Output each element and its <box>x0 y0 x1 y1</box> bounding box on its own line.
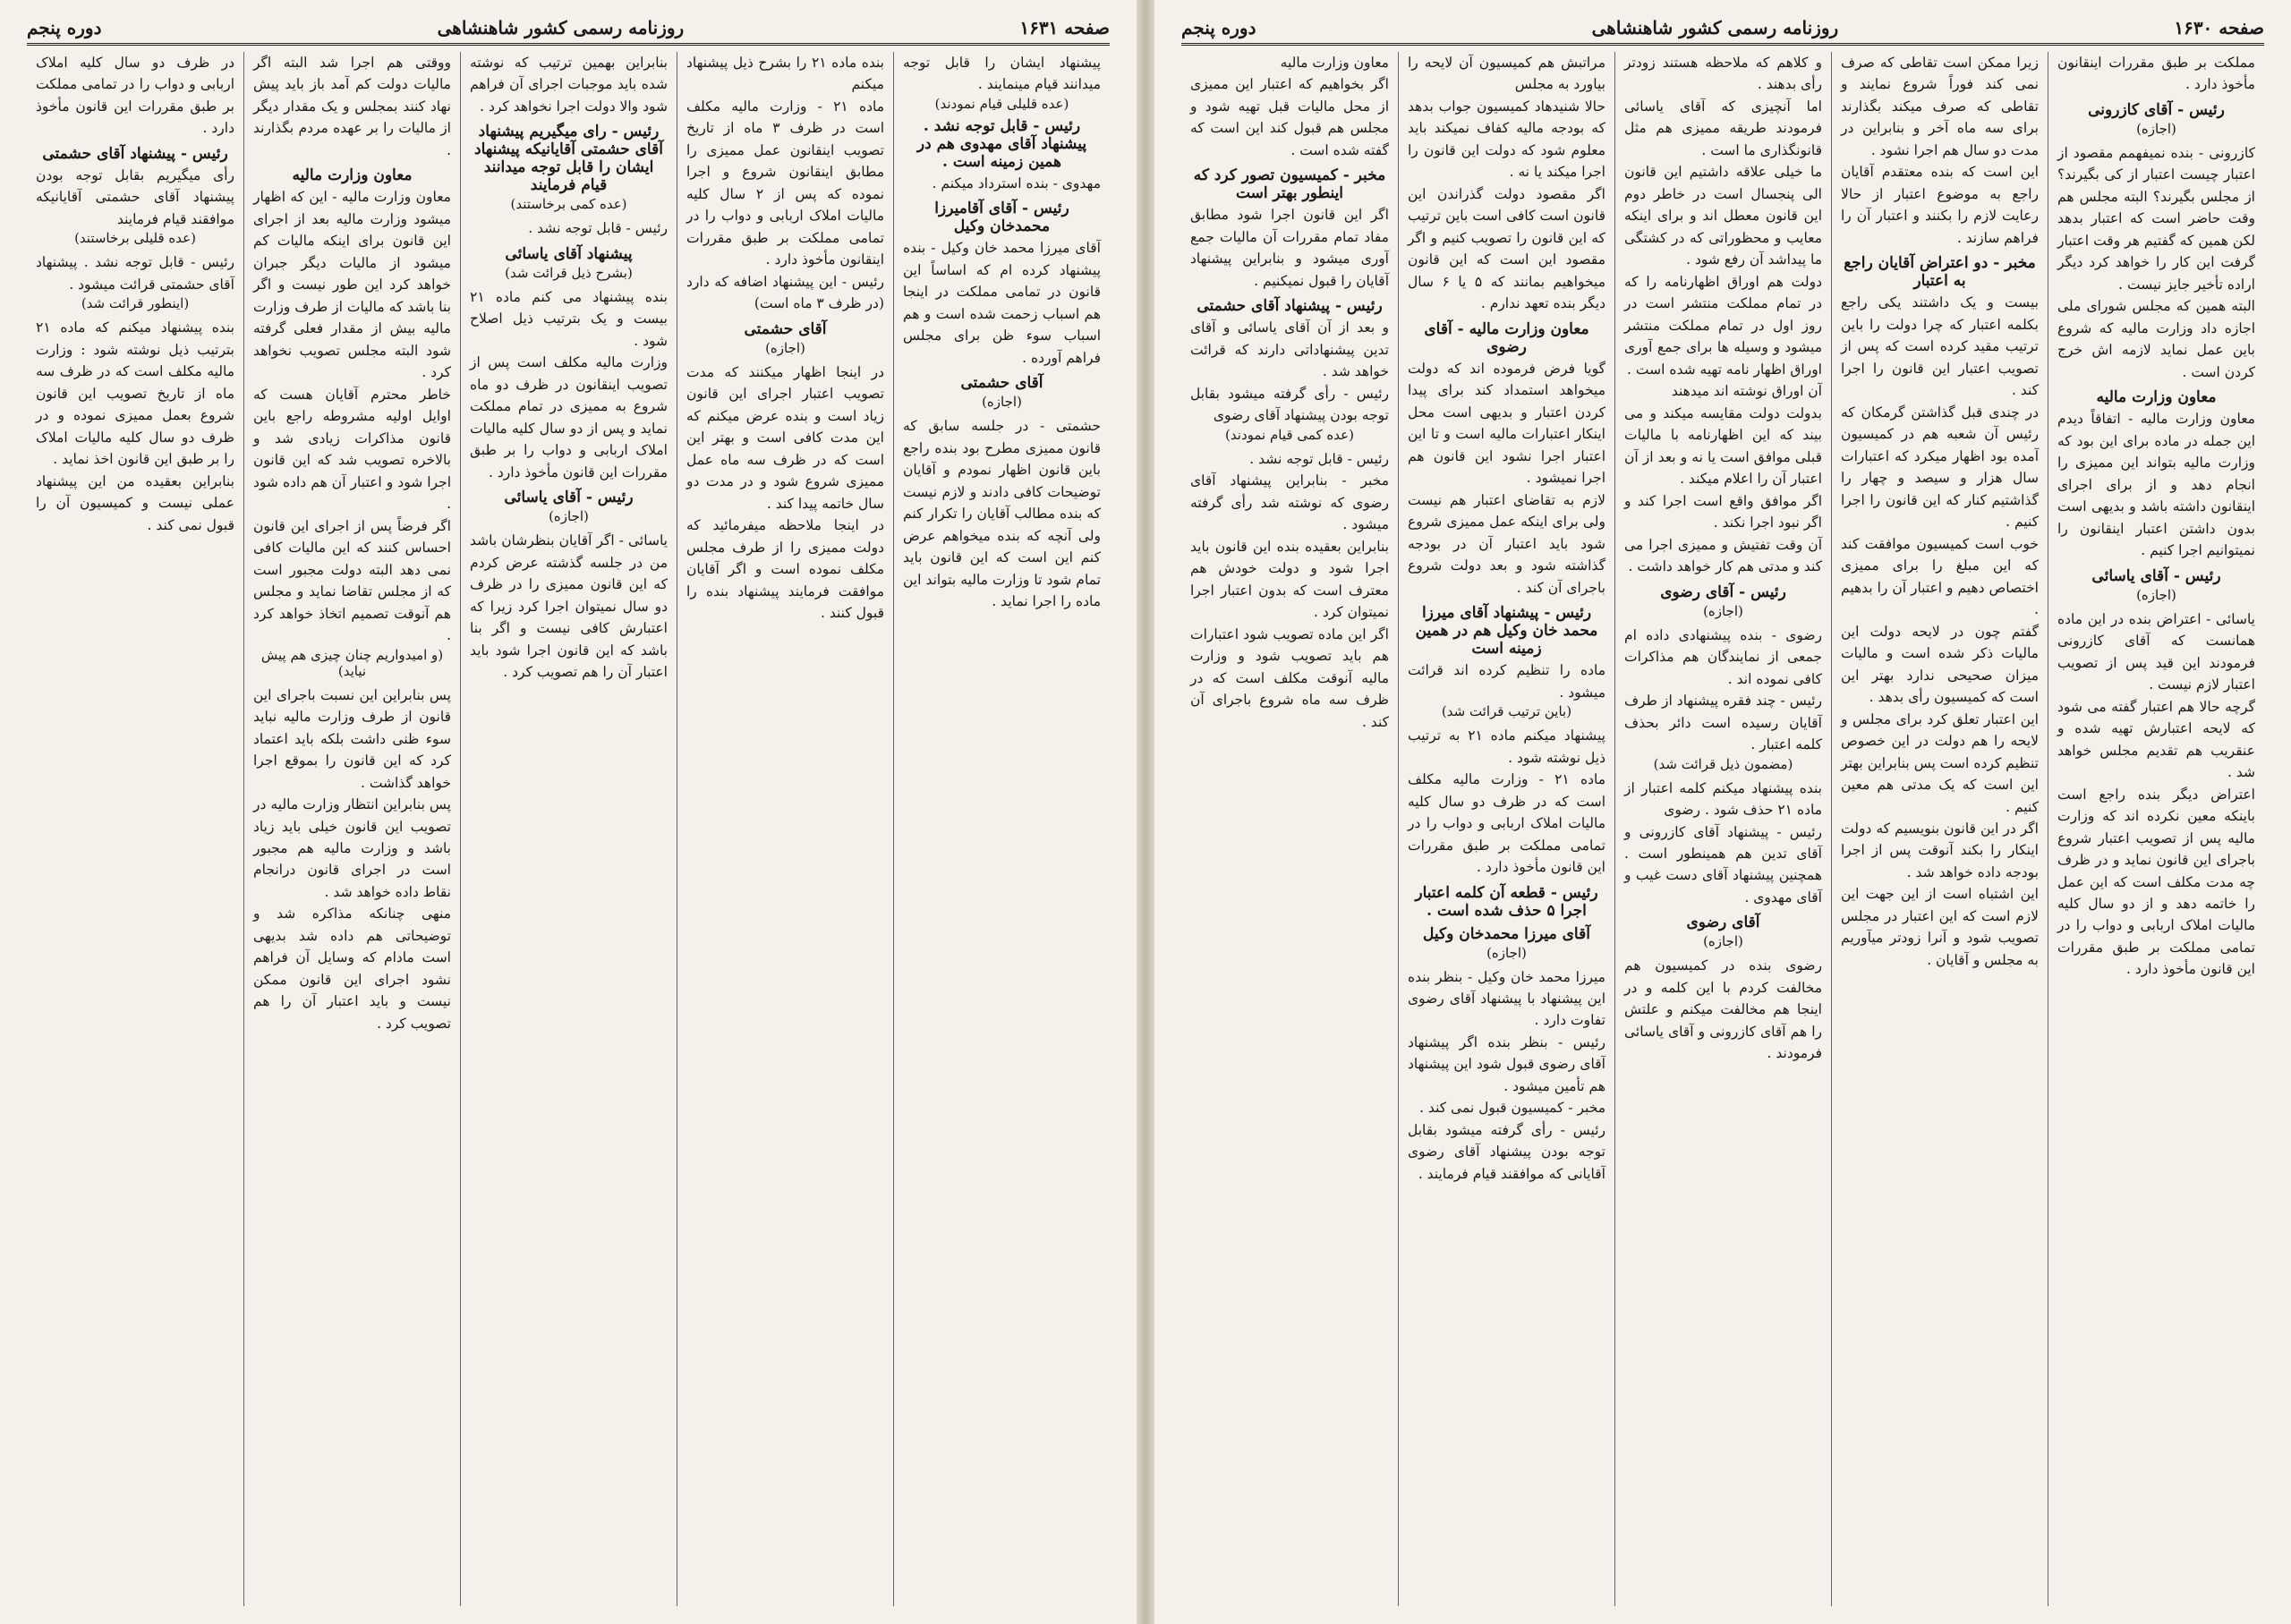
paragraph: بنابراین بعقیده من این پیشنهاد عملی نیست و کمیسیون آن را قبول نمی کند . <box>36 472 234 533</box>
paragraph: رئیس - قابل توجه نشد . <box>528 220 668 237</box>
paragraph: معاون وزارت مالیه - اتفاقاً دیدم این جمله در ماده برای این بود که وزارت مالیه بتواند این ممیزی را انجام دهد و از برای اجرای اینقانون داشته باشد و بدیهی است بدون داشتن اعتبار اینقانون را نمیتوانیم اجرا کنیم . <box>2057 411 2255 559</box>
left-page-columns <box>27 52 1110 1606</box>
page-gutter <box>1137 0 1154 1624</box>
paragraph: ماده ۲۱ - وزارت مالیه مکلف است که در ظرف دو سال کلیه مالیات املاک اربابی و دواب را در تمامی مملکت بر طبق مقررات این قانون مأخوذ دارد . <box>1408 771 1605 876</box>
paragraph: لازم به تقاضای اعتبار هم نیست ولی برای اینکه عمل ممیزی شروع شود باید اعتبار آن در بودجه گذاشته شود و بعد دولت شروع باجرای آن کند . <box>1408 491 1605 596</box>
paragraph: این اعتبار تعلق کرد برای مجلس و لایحه را هم دولت در این خصوص تنظیم کرده است پس بنابراین بهتر این است که یک مدتی هم معین کنیم . <box>1841 710 2039 815</box>
floor-grant-label: (اجازه) <box>2136 120 2176 137</box>
paragraph: ووقتی هم اجرا شد البته اگر مالیات دولت کم آمد باز باید پیش نهاد کنند بمجلس و یک مقدار دیگر از مالیات را بر عهده مردم بگذارند . <box>253 55 451 158</box>
speaker-heading: رئیس - قطعه آن کلمه اعتبار اجرا ۵ حذف شده است . <box>1415 883 1598 920</box>
paragraph: مملکت بر طبق مقررات اینقانون مأخوذ دارد . <box>2057 55 2255 93</box>
paragraph: پیشنهاد ایشان را قابل توجه میدانند قیام مینمایند . <box>903 55 1101 93</box>
floor-grant-label: (اجازه) <box>549 508 589 525</box>
paragraph: بنده پیشنهاد میکنم که ماده ۲۱ بترتیب ذیل نوشته شود : وزارت مالیه مکلف است که در ظرف سه ماه از تاریخ تصویب این قانون شروع بعمل ممیزی نموده و در ظرف دو سال کلیه مالیات املاک را بر طبق این قانون اخذ نماید . <box>36 319 234 468</box>
paragraph: بنده پیشنهاد می کنم ماده ۲۱ بیست و یک بترتیب ذیل اصلاح شود . <box>470 288 668 349</box>
paragraph: اگر این ماده تصویب شود اعتبارات هم باید تصویب شود و وزارت مالیه آنوقت مکلف است که در ظرف سه ماه شروع باجرای آن کند . <box>1190 625 1389 730</box>
speaker-heading: آقای میرزا محمدخان وکیل <box>1423 924 1590 943</box>
paragraph: این اشتباه است از این جهت این لازم است که این اعتبار در مجلس تصویب شود و آنرا زودتر میآوریم به مجلس و آقایان . <box>1841 886 2039 968</box>
paragraph: میرزا محمد خان وکیل - بنظر بنده این پیشنهاد با پیشنهاد آقای رضوی تفاوت دارد . <box>1408 968 1605 1029</box>
text-column <box>1181 52 1398 1606</box>
paragraph: ماده را تنظیم کرده اند قرائت میشود . <box>1408 662 1605 701</box>
paragraph: خوب است کمیسیون موافقت کند که این مبلغ را برای ممیزی اختصاص دهیم و اعتبار آن را بدهیم . <box>1841 535 2039 618</box>
paragraph: یاسائی - اعتراض بنده در این ماده همانست که آقای کازرونی فرمودند این قید پس از تصویب اعتبار لازم نیست . <box>2057 610 2255 693</box>
paragraph: گرچه حالا هم اعتبار گفته می شود که لایحه اعتبارش تهیه شده و عنقریب هم تقدیم مجلس خواهد شد . <box>2057 698 2255 781</box>
paper-title: روزنامه رسمی کشور شاهنشاهی <box>1591 17 1839 38</box>
page-number: صفحه ۱۶۳۱ <box>1019 17 1110 38</box>
paragraph: اگر این قانون اجرا شود مطابق مفاد تمام مقررات آن مالیات جمع آوری میشود و بنابراین پیشنهاد آقایان را قبول نمیکنیم . <box>1190 207 1389 289</box>
page-number: صفحه ۱۶۳۰ <box>2174 17 2264 38</box>
floor-grant-label: (اجازه) <box>1703 602 1743 619</box>
floor-grant-label: (اجازه) <box>1486 944 1527 961</box>
paragraph: در اینجا اظهار میکنند که مدت تصویب اعتبار اجرای این قانون زیاد است و بنده عرض میکنم که این مدت کافی است و بهتر این است که در ظرف سه ماه عمل ممیزی شروع شود و در مدت دو سال خاتمه پیدا کند . <box>686 363 884 512</box>
paragraph: البته همین که مجلس شورای ملی اجازه داد وزارت مالیه که شروع باین عمل نماید لازمه اش خرج کردن است . <box>2057 298 2255 380</box>
paragraph: رئیس - قابل توجه نشد . <box>1249 450 1389 467</box>
procedural-note: (عده کمی قیام نمودند) <box>1225 426 1354 443</box>
paragraph: رضوی بنده در کمیسیون هم مخالفت کردم با این کلمه و در اینجا هم مخالفت میکنم و علتش را هم آقای کازرونی و آقای یاسائی فرمودند . <box>1624 957 1822 1062</box>
left-page <box>0 0 1137 1624</box>
paragraph: بنده ماده ۲۱ را بشرح ذیل پیشنهاد میکنم <box>686 55 884 93</box>
paragraph: در چندی قبل گذاشتن گرمکان که رئیس آن شعبه هم در کمیسیون آمده بود اظهار میکرد که اعتبارات سال هزار و سیصد و چهار را گذاشتیم کنار که این قانون را اجرا کنیم . <box>1841 404 2039 531</box>
procedural-note: (مضمون ذیل قرائت شد) <box>1653 755 1793 772</box>
paragraph: اگر فرضاً پس از اجرای این قانون احساس کنند که این مالیات کافی نمی دهد البته دولت مجبور است که از مجلس تقاضا نماید و مجلس هم آنوقت تصمیم اتخاذ خواهد کرد . <box>253 517 451 644</box>
paragraph: دولت هم اوراق اظهارنامه را که در تمام مملکت منتشر است در روز اول در تمام مملکت منتشر میشود و وسیله ها برای جمع آوری اوراق اظهار نامه تهیه شده است . <box>1624 273 1822 378</box>
text-column <box>243 52 460 1606</box>
paragraph: پس بنابراین این نسبت باجرای این قانون از طرف وزارت مالیه نباید سوء ظنی داشت بلکه باید اعتماد کرد که این قانون را بموقع اجرا خواهد گذاشت . <box>253 686 451 791</box>
paragraph: بنابراین بعقیده بنده این قانون باید اجرا شود و دولت خودش هم معترف است که بدون اعتبار اجرا نمیتوان کرد . <box>1190 538 1389 621</box>
paragraph: در ظرف دو سال کلیه املاک اربابی و دواب را در تمامی مملکت بر طبق مقررات این قانون مأخوذ دارد . <box>36 55 234 137</box>
text-column <box>460 52 677 1606</box>
paragraph: معاون وزارت مالیه <box>1280 55 1389 71</box>
speaker-heading: رئیس - آقای آقامیرزا محمدخان وکیل <box>934 200 1069 236</box>
paragraph: حالا شنیدهاد کمیسیون جواب بدهد که بودجه مالیه کفاف نمیکند باید معلوم شود که دولت این قانون را اجرا میکند یا نه . <box>1408 98 1605 181</box>
speaker-heading: پیشنهاد آقای یاسائی <box>505 244 633 263</box>
edition-label: دوره پنجم <box>1181 17 1256 38</box>
paragraph: معاون وزارت مالیه - این که اظهار میشود وزارت مالیه بعد از اجرای این قانون برای اینکه مالیات کم میشود از مالیات دیگر جبران خواهد کرد این طور نیست و اگر بنا باشد که مالیات از طرف وزارت مالیه بیش از مقدار فعلی گرفته شود البته مجلس تصویب نخواهد کرد . <box>253 189 451 381</box>
procedural-note: (عده کمی برخاستند) <box>510 196 627 213</box>
paragraph: رئیس - رأی گرفته میشود بقابل توجه بودن پیشنهاد آقای رضوی آقایانی که موافقند قیام فرمایند . <box>1408 1121 1605 1182</box>
paragraph: پس بنابراین انتظار وزارت مالیه در تصویب این قانون خیلی باید زیاد باشد و وزارت مالیه هم مجبور است در اجرای قانون درانجام نقاط داده خواهد شد . <box>253 796 451 900</box>
procedural-note: (و امیدواریم چنان چیزی هم پیش نیاید) <box>260 646 444 679</box>
paragraph: رئیس - پیشنهاد آقای کازرونی و آقای تدین هم همینطور است . همچنین پیشنهاد آقای دست غیب و آقای مهدوی . <box>1624 823 1822 906</box>
paragraph: رضوی - بنده پیشنهادی داده ام جمعی از نمایندگان هم مذاکرات کافی نموده اند . <box>1624 626 1822 687</box>
speaker-heading: معاون وزارت مالیه - آقای رضوی <box>1424 319 1589 356</box>
paragraph: رئیس - چند فقره پیشنهاد از طرف آقایان رسیده است دائر بحذف کلمه اعتبار . <box>1624 693 1822 753</box>
speaker-heading: آقای رضوی <box>1686 914 1760 932</box>
paragraph: در اینجا ملاحظه میفرمائید که دولت ممیزی را از طرف مجلس مکلف نموده است و اگر آقایان موافقت فرمایند پیشنهاد بنده را قبول کنند . <box>686 517 884 622</box>
edition-label: دوره پنجم <box>27 17 102 38</box>
paragraph: پیشنهاد میکنم ماده ۲۱ به ترتیب ذیل نوشته شود . <box>1408 727 1605 766</box>
speaker-heading: مخبر - دو اعتراض آقایان راجع به اعتبار <box>1844 254 2036 291</box>
right-page-columns <box>1181 52 2264 1606</box>
paragraph: مخبر - بنابراین پیشنهاد آقای رضوی که نوشته شد رأی گرفته میشود . <box>1190 472 1389 533</box>
speaker-heading: آقای حشمتی <box>960 374 1043 393</box>
text-column <box>27 52 243 1606</box>
procedural-note: (باین ترتیب قرائت شد) <box>1441 703 1572 720</box>
paragraph: اما آنچیزی که آقای یاسائی فرمودند طریقه ممیزی هم مثل قانونگذاری ما است . <box>1624 98 1822 158</box>
paragraph: یاسائی - اگر آقایان بنظرشان باشد من در جلسه گذشته عرض کردم که این قانون ممیزی را در ظرف دو سال نمیتوان اجرا کرد زیرا که اعتبارش کافی نیست و اگر بنا باشد که این قانون اجرا شود باید اعتبار آن را هم تصویب کرد . <box>470 532 668 681</box>
paragraph: گویا فرض فرموده اند که دولت میخواهد استمداد کند برای پیدا کردن اعتبار و بدیهی است محل اینکار اعتبارات مالیه است و تا این اعتبار اجرا نشود این قانون هم اجرا نمیشود . <box>1408 360 1605 487</box>
paragraph: بیست و یک داشتند یکی راجع بکلمه اعتبار که چرا دولت را باین ترتیب مقید کرده است که پس از تصویب اعتبار این قانون را اجرا کند . <box>1841 294 2039 399</box>
paragraph: رأی میگیریم بقابل توجه بودن پیشنهاد آقای حشمتی آقایانیکه موافقند قیام فرمایند <box>36 166 234 227</box>
paragraph: اگر موافق واقع است اجرا کند و اگر نبود اجرا نکند . <box>1624 492 1822 531</box>
paragraph: و بعد از آن آقای یاسائی و آقای تدین پیشنهاداتی دارند که قرائت خواهد شد . <box>1190 319 1389 380</box>
right-page-header <box>1181 13 2264 46</box>
speaker-heading: معاون وزارت مالیه <box>292 166 413 185</box>
paragraph: مراتبش هم کمیسیون آن لایحه را بیاورد به مجلس <box>1408 55 1605 93</box>
paragraph: بدولت دولت مقایسه میکند و می بیند که این اظهارنامه با مالیات قبلی موافق است یا نه و بعد از آن اعتبار آن را اعلام میکند . <box>1624 404 1822 488</box>
paragraph: منهی چنانکه مذاکره شد و توضیحاتی هم داده شد بدیهی است مادام که وسایل آن فراهم نشود اجرای این قانون ممکن نیست و باید اعتبار آن را هم تصویب کرد . <box>253 906 451 1032</box>
right-page <box>1154 0 2291 1624</box>
paragraph: مخبر - کمیسیون قبول نمی کند . <box>1419 1100 1605 1117</box>
procedural-note: (عده قلیلی قیام نمودند) <box>934 95 1069 112</box>
speaker-heading: آقای حشمتی <box>744 319 827 338</box>
speaker-heading: رئیس - رای میگیریم پیشنهاد آقای حشمتی آقایانیکه پیشنهاد ایشان را قابل توجه میدانند قیام فرمایند <box>474 123 663 195</box>
procedural-note: (اینطور قرائت شد) <box>81 295 190 312</box>
paragraph: رئیس - این پیشنهاد اضافه که دارد (در ظرف ۳ ماه است) <box>686 273 884 312</box>
text-column <box>893 52 1110 1606</box>
speaker-heading: رئیس - پیشنهاد آقای میرزا محمد خان وکیل هم در همین زمینه است <box>1415 604 1598 659</box>
procedural-note: (بشرح ذیل قرائت شد) <box>505 264 633 281</box>
procedural-note: (عده قلیلی برخاستند) <box>74 230 196 247</box>
speaker-heading: رئیس - آقای رضوی <box>1660 582 1786 601</box>
paragraph: و کلاهم که ملاحظه هستند زودتر رأی بدهند . <box>1624 55 1822 93</box>
paragraph: اگر در این قانون بنویسیم که دولت اینکار را بکند آنوقت پس از اجرا بودجه داده خواهد شد . <box>1841 820 2039 880</box>
paragraph: رئیس - بنظر بنده اگر پیشنهاد آقای رضوی قبول شود این پیشنهاد هم تأمین میشود . <box>1408 1033 1605 1094</box>
floor-grant-label: (اجازه) <box>2136 586 2176 603</box>
paragraph: ماده ۲۱ - وزارت مالیه مکلف است در ظرف ۳ ماه از تاریخ تصویب اینقانون عمل ممیزی را مطابق اینقانون شروع و اجرا نموده که پس از ۲ سال کلیه مالیات املاک اربابی و دواب را در تمامی مملکت بر طبق مقررات اینقانون مأخوذ دارد . <box>686 98 884 268</box>
paragraph: وزارت مالیه مکلف است پس از تصویب اینقانون در ظرف دو ماه شروع به ممیزی در تمام مملکت نماید و پس از دو سال کلیه مالیات املاک اربابی و دواب را بر طبق مقررات این قانون مأخوذ دارد . <box>470 354 668 480</box>
paragraph: این است که بنده معتقدم آقایان راجع به موضوع اعتبار از حالا رعایت لازم را بکنند و اعتبار آن را فراهم سازند . <box>1841 164 2039 246</box>
speaker-heading: رئیس - پیشنهاد آقای حشمتی <box>42 144 228 163</box>
paper-title: روزنامه رسمی کشور شاهنشاهی <box>437 17 685 38</box>
paragraph: رئیس - قابل توجه نشد . پیشنهاد آقای حشمتی قرائت میشود . <box>36 254 234 293</box>
paragraph: اگر بخواهیم که اعتبار این ممیزی از محل مالیات قبل تهیه شود و مجلس هم قبول کند این است که گفته شده است . <box>1190 76 1389 158</box>
paragraph: ما خیلی علاقه داشتیم این قانون الی پنجسال است در خاطر دوم این قانون معطل اند و برای اینکه معایب و محظوراتی که در کشتگی ما پیداشد آن رفع شود . <box>1624 164 1822 268</box>
floor-grant-label: (اجازه) <box>1703 933 1743 950</box>
paragraph: آن وقت تفتیش و ممیزی اجرا می کند و مدتی هم کار خواهد داشت . <box>1624 536 1822 575</box>
paragraph: حشمتی - در جلسه سابق که قانون ممیزی مطرح بود بنده راجع باین قانون اظهار نمودم و آقایان توضیحات کافی دادند و لازم نیست که بنده مطالب آقایان را تکرار کنم ولی آنچه که بنده میخواهم عرض کنم این است که این قانون باید تمام شود تا وزارت مالیه بتواند این ماده را اجرا نماید . <box>903 418 1101 610</box>
paragraph: رئیس - رأی گرفته میشود بقابل توجه بودن پیشنهاد آقای رضوی <box>1190 385 1389 424</box>
paragraph: آن اوراق نوشته اند میدهند <box>1671 383 1822 400</box>
speaker-heading: رئیس - آقای یاسائی <box>2091 566 2221 585</box>
paragraph: کازرونی - بنده نمیفهمم مقصود از اعتبار چیست اعتبار از کی بگیرند؟ از مجلس بگیرند؟ البته مجلس هم وقت حاضر است که اعتبار بدهد لکن همین که گفتیم هر وقت اعتبار گرفت این کار را خواهد کرد دیگر اراده تأخیر جایز نیست . <box>2057 144 2255 293</box>
text-column <box>1398 52 1614 1606</box>
floor-grant-label: (اجازه) <box>982 394 1022 411</box>
speaker-heading: رئیس - قابل توجه نشد . پیشنهاد آقای مهدوی هم در همین زمینه است . <box>916 116 1087 171</box>
text-column <box>2048 52 2264 1606</box>
speaker-heading: رئیس - آقای کازرونی <box>2088 100 2225 119</box>
text-column <box>1614 52 1831 1606</box>
speaker-heading: رئیس - آقای یاسائی <box>504 489 634 507</box>
paragraph: بنده پیشنهاد میکنم کلمه اعتبار از ماده ۲۱ حذف شود . رضوی <box>1624 779 1822 819</box>
floor-grant-label: (اجازه) <box>765 339 805 356</box>
paragraph: مهدوی - بنده استرداد میکنم . <box>932 174 1101 191</box>
paragraph: اعتراض دیگر بنده راجع است باینکه معین نکرده اند که وزارت مالیه پس از تصویب اعتبار شروع باجرای این قانون نماید و در ظرف چه مدت مکلف است که این عمل را خاتمه دهد و از دو سال کلیه مالیات املاک اربابی و دواب را در تمامی مملکت بر طبق مقررات این قانون مأخوذ دارد . <box>2057 786 2255 978</box>
speaker-heading: مخبر - کمیسیون تصور کرد که اینطور بهتر است <box>1193 166 1386 203</box>
paragraph: گفتم چون در لایحه دولت این مالیات ذکر شده است و مالیات میزان صحیحی ندارد بهتر این است که کمیسیون رأی بدهد . <box>1841 623 2039 706</box>
text-column <box>677 52 893 1606</box>
speaker-heading: معاون وزارت مالیه <box>2096 388 2217 407</box>
left-page-header <box>27 13 1110 46</box>
text-column <box>1831 52 2048 1606</box>
speaker-heading: رئیس - پیشنهاد آقای حشمتی <box>1197 297 1383 316</box>
paragraph: زیرا ممکن است تقاطی که صرف نمی کند فوراً شروع نمایند و تقاطی که صرف میکند بگذارند برای سه ماه آخر و بنابراین در مدت دو سال هم اجرا نشود . <box>1841 55 2039 158</box>
paragraph: خاطر محترم آقایان هست که اوایل اولیه مشروطه راجع باین قانون مذاکرات زیادی شد و بالاخره تصویب شد که این قانون اجرا شود و اعتبار آن هم داده شود . <box>253 386 451 513</box>
paragraph: آقای میرزا محمد خان وکیل - بنده پیشنهاد کرده ام که اساساً این قانون در تمامی مملکت در اینجا هم اسباب زحمت شده است و هم اسباب سوء ظن برای مجلس فراهم آورده . <box>903 240 1101 366</box>
paragraph: بنابراین بهمین ترتیب که نوشته شده باید موجبات اجرای آن فراهم شود والا دولت اجرا نخواهد کرد . <box>470 55 668 115</box>
paragraph: اگر مقصود دولت گذراندن این قانون است کافی است باین ترتیب که این قانون را تصویب کنیم و اگر مقصود این است که این قانون میخواهیم بمانند که ۵ یا ۶ سال دیگر بنده تعهد ندارم . <box>1408 185 1606 312</box>
